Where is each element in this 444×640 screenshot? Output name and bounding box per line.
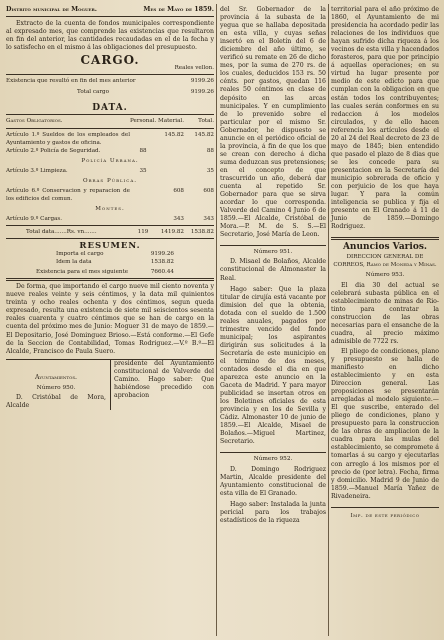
notice-heading: D. Domingo Rodriguez Martin, Alcalde presidente del Ayuntamiento constitucional de esta villa de El Granado. xyxy=(220,465,326,497)
notice-text: Hago saber: Instalada la junta pericial para los trabajos estadísticos de la riqueza xyxy=(220,500,326,524)
table-row: Artículo 6.º Conservacion y reparacion de los edificios del comun. 608 608 xyxy=(6,187,214,202)
table-row: Artículo 1.º Sueldos de los empleados del Ayuntamiento y gastos de oficina. 145.82 145.82 xyxy=(6,131,214,146)
table-row: Artículo 9.º Cargas. 343 343 xyxy=(6,215,214,222)
notice-number: Número 953. xyxy=(365,272,405,279)
summary-row: Idem la data 1538.82 xyxy=(56,259,174,266)
notice-number: Número 952. xyxy=(253,456,293,463)
column-1 xyxy=(6,6,214,410)
column-2 xyxy=(220,6,326,525)
notice-text: El dia 30 del actual se celebrará subasta pública en el establecimiento de minas de Rio-tinto para contratar la construccion de las obras necesarias para el ensanche de la cuadra, al precio máximo admisible de 7722 rs. xyxy=(331,281,439,345)
cargo-total-row: Total cargo 9199.26 xyxy=(77,89,214,96)
cargo-title: CARGO. xyxy=(80,53,140,68)
totals-row: Total data.......Rs. vn....... 119 1419.82 1538.82 xyxy=(26,228,214,235)
cargo-row: Existencia que resultó en fin del mes anterior 9199.26 xyxy=(6,78,214,85)
closing-paragraph: De forma, que importando el cargo nueve mil ciento noventa y nueve reales veinte y seis céntimos, y la data mil quinientos treinta y ocho reales ochenta y dos céntimos, segun queda expresado, resulta una existencia de siete mil seiscientos sesenta reales cuarenta y cuatro céntimos que se han de cargo en la cuenta del próximo mes de Junio: Moguer 31 de mayo de 1859.—El Depositario, José Dominguez Brioso.—Está conforme.—El Gefe de la Seccion de Contabilidad, Tomas Rodriguez.—V.º B.º—El Alcalde, Francisco de Paula Suero. xyxy=(6,283,214,355)
column-header xyxy=(6,6,214,17)
notice-text: El pliego de condiciones, plano y presupuesto se halla de manifiesto en dicho establecimiento y en esta Direccion general. Las proposiciones se presentarán arregladas al modelo siguiente.—El que suscribe, enterado del pliego de condiciones, plano y presupuesto para la construccion de las obras de ampliacion de la cuadra para las mulas del establecimiento, se compromete á tomarlas á su cargo y ejecutarlas con arreglo á los mismos por el precio de (por letra). Fecha, firma y domicilio. Madrid 9 de Junio de 1859.—Manuel María Yañez de Rivadeneira. xyxy=(331,347,439,500)
summary-row: Importa el cargo 9199.26 xyxy=(56,251,174,258)
section-heading: Policía Urbana. xyxy=(81,157,139,164)
notice-text: presidente del Ayuntamiento constitucional de Valverde del Camino. Hago saber: Que habiéndose precedido con aprobacion xyxy=(114,359,214,399)
notice-heading: D. Misael de Bolaños, Alcalde constitucional de Almonaster la Real. xyxy=(220,258,326,282)
column-3 xyxy=(331,6,439,520)
section-heading: Ayuntamientos. xyxy=(34,373,78,381)
notice-number: Número 951. xyxy=(253,249,293,256)
anuncios-heading: Anuncios Varios. xyxy=(342,242,428,253)
printer-imprint: Imp. de este periódico xyxy=(350,512,420,519)
cargo-column-head: Reales vellon. xyxy=(174,65,214,72)
direccion-heading: DIRECCION GENERAL DE CORREOS, Ramo de Moneda y Minas. xyxy=(333,254,437,269)
column-divider xyxy=(216,4,217,636)
notice-text: del Sr. Gobernador de la provincia á la subasta de la yegua que se hallaba depositada en esta villa, y cuyas señas insertó en el Boletín del 6 de diciembre del año último, se verificó su remate en 26 de dicho mes, por la suma de 270 rs. de los cuales, deducidos 153 rs. 50 cénts. por gastos, quedan 116 reales 50 céntimos en clase de depósito en las arcas municipales. Y en cumplimiento de lo prevenido sobre el particular por el mismo Sr. Gobernador, he dispuesto se anuncie en el periódico oficial de la provincia, á fin de que los que se crean con derecho á dicha suma deduzcan sus pretensiones; en el concepto de que trascurrido un año, deberá dar cuenta al repetido Sr. Gobernador para que se sirva acordar lo que corresponda. Valverde del Camino 4 Junio 6 de 1859.—El Alcalde, Cristóbal de Mora.—P. M. de S. S.—El Secretario, José María de Leon. xyxy=(220,6,326,239)
summary-total-row: Existencia para el mes siguiente 7660.44 xyxy=(36,269,174,276)
data-title: DATA. xyxy=(92,103,128,114)
table-row: Artículo 2.º Policía de Seguridad. 88 88 xyxy=(6,147,214,154)
ayuntamientos-section: Ayuntamientos. Número 950. D. Cristóbal de Mora, Alcalde presidente del Ayuntamiento constitucional de Valverde del Camino. Hago saber: Que habiéndose precedido con aprobacion xyxy=(6,359,214,409)
extract-intro: Extracto de la cuenta de fondos municipales correspondiente al expresado mes, que comprende las existencias que resultaron en fin del anterior, las cantidades recaudadas en el de la fecha y lo satisfecho en el mismo á las obligaciones del presupuesto. xyxy=(6,20,214,52)
column-divider xyxy=(328,4,329,636)
section-heading: Obras Pública. xyxy=(83,177,137,184)
notice-text: territorial para el año próximo de 1860, el Ayuntamiento de mi presidencia ha acordado pedir las relaciones de los individuos que hayan sufrido dicha riqueza á los vecinos de esta villa y hacendados forasteros, para que por principio á aquellas operaciones; en su virtud ha lugar presente por medio de este edicto para que cumplan con la obligacion en que están todos los contribuyentes; las cuales serán conformes en su redaccion á los modelos circulados, y de ello hacen referencia los artículos desde el 20 al 24 del Real decreto de 23 de mayo de 1845; bien entendido que pasado el plazo de 8 dias que se les concede para su presentacion en la Secretaría del municipio sobrerada de oficio y con perjuicio de los que haya lugar. Y para la común inteligencia se publica y fija el presente en El Granado á 11 de Junio de 1859.—Domingo Rodriguez. xyxy=(331,6,439,231)
section-heading: Montes. xyxy=(95,205,125,212)
resumen-title: RESUMEN. xyxy=(79,241,141,252)
notice-text: Hago saber: Que la plaza titular de cirujía está vacante por dimision del que la obtenia, dotada con el sueldo de 1.500 reales anuales, pagados por trimestre vencido del fondo municipal; los aspirantes dirigirán sus solicitudes á la Secretaría de este municipio en el término de dos meses, contados desde el dia en que aparezca este anuncio en la Gaceta de Madrid. Y para mayor publicidad se insertan otros en los Boletines oficiales de esta provincia y en los de Sevilla y Cádiz. Almonaster 10 de junio de 1859.—El Alcalde, Misael de Bolaños.—Miguel Martinez, Secretario. xyxy=(220,285,326,446)
month-heading: Mes de Mayo de 1859. xyxy=(143,6,214,13)
data-table-header: Gastos Obligatorios. Personal. Material. Total. xyxy=(6,118,214,125)
district-heading: Distrito municipal de Moguer. xyxy=(6,6,98,13)
notice-number: Número 950. xyxy=(36,384,76,391)
table-row: Artículo 3.º Limpieza. 35 35 xyxy=(6,167,214,174)
